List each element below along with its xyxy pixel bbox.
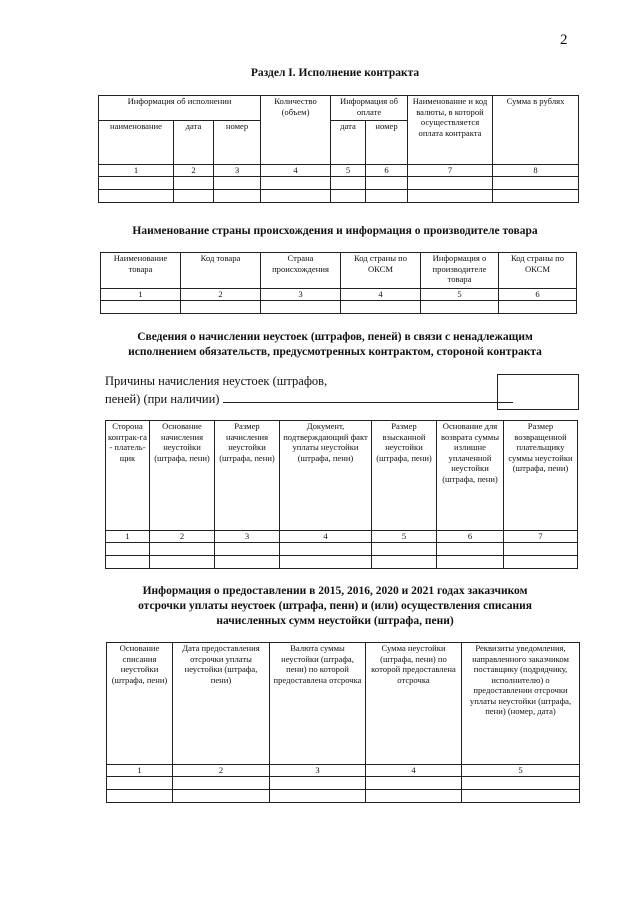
header-quantity: Количество (объем) (261, 96, 331, 165)
header-product-name: Наименование товара (101, 253, 181, 289)
col-number: 6 (437, 531, 504, 543)
header-date: дата (174, 121, 214, 165)
page-number: 2 (560, 32, 568, 48)
section3-heading-line1: Сведения о начислении неустоек (штрафов, пеней) в связи с ненадлежащим (137, 331, 533, 343)
col-number: 1 (106, 531, 150, 543)
penalty-reason-label-line1: Причины начисления неустоек (штрафов, (105, 374, 328, 388)
col-number: 1 (101, 289, 181, 301)
header-pay-date: дата (331, 121, 366, 165)
penalty-accrual-table (105, 420, 578, 569)
header-writeoff-basis: Основание списания неустойки (штрафа, пени) (107, 643, 173, 765)
table-row (106, 555, 578, 568)
section4-heading (70, 584, 600, 629)
col-number: 5 (421, 289, 499, 301)
col-number: 4 (280, 531, 372, 543)
col-number: 5 (331, 165, 366, 177)
header-oksm-code: Код страны по ОКСМ (499, 253, 577, 289)
penalty-reason-underline[interactable] (223, 390, 513, 403)
col-number: 1 (107, 765, 173, 777)
col-number: 2 (173, 765, 270, 777)
col-number: 3 (215, 531, 280, 543)
col-number: 3 (270, 765, 366, 777)
table-row (99, 189, 579, 202)
table-row (99, 176, 579, 189)
header-payment-info: Информация об оплате (331, 96, 408, 121)
col-number: 2 (181, 289, 261, 301)
col-number: 2 (150, 531, 215, 543)
header-exec-info: Информация об исполнении (99, 96, 261, 121)
penalty-deferral-table (106, 642, 580, 803)
col-number: 7 (408, 165, 493, 177)
header-collected-amount: Размер взысканной неустойки (штрафа, пени) (372, 421, 437, 531)
col-number: 7 (504, 531, 578, 543)
col-number: 6 (499, 289, 577, 301)
table-row (107, 789, 580, 802)
header-notification-details: Реквизиты уведомления, направленного заказчиком поставщику (подрядчику, исполнителю) о предоставлении отсрочки уплаты неустойки (штрафа, пени) (номер, дата) (462, 643, 580, 765)
header-accrual-amount: Размер начисления неустойки (штрафа, пени) (215, 421, 280, 531)
header-origin-country: Страна происхождения (261, 253, 341, 289)
col-number: 1 (99, 165, 174, 177)
section4-heading-line1: Информация о предоставлении в 2015, 2016, 2020 и 2021 годах заказчиком (142, 585, 528, 597)
col-number: 4 (261, 165, 331, 177)
header-deferral-sum: Сумма неустойки (штрафа, пени) по которой предоставлена отсрочка (366, 643, 462, 765)
col-number: 4 (341, 289, 421, 301)
header-refunded-amount: Размер возвращенной плательщику суммы неустойки (штрафа, пени) (504, 421, 578, 531)
header-payment-document: Документ, подтверждающий факт уплаты неустойки (штрафа, пени) (280, 421, 372, 531)
section4-heading-line3: начисленных сумм неустойки (штрафа, пени) (216, 615, 454, 627)
section3-heading-line2: исполнением обязательств, предусмотренных контрактом, стороной контракта (128, 346, 542, 358)
col-number: 4 (366, 765, 462, 777)
table-row (101, 300, 577, 313)
header-producer-info: Информация о производителе товара (421, 253, 499, 289)
col-number: 5 (462, 765, 580, 777)
section1-heading: Раздел I. Исполнение контракта (250, 67, 420, 79)
penalty-reason-field (105, 373, 513, 408)
section4-heading-line2: отсрочки уплаты неустоек (штрафа, пени) и (или) осуществления списания (138, 600, 532, 612)
penalty-reason-label-line2: пеней) (при наличии) (105, 392, 220, 406)
col-number: 5 (372, 531, 437, 543)
header-payer-party: Сторона контрак-га - платель-щик (106, 421, 150, 531)
header-deferral-currency: Валюта суммы неустойки (штрафа, пени) по которой предоставлена отсрочка (270, 643, 366, 765)
header-accrual-basis: Основание начисления неустойки (штрафа, пени) (150, 421, 215, 531)
section3-heading (80, 330, 590, 360)
header-refund-basis: Основание для возврата суммы излишне уплаченной неустойки (штрафа, пени) (437, 421, 504, 531)
header-number: номер (214, 121, 261, 165)
contract-execution-table (98, 95, 579, 203)
col-number: 6 (366, 165, 408, 177)
col-number: 8 (493, 165, 579, 177)
header-currency: Наименование и код валюты, в которой осуществляется оплата контракта (408, 96, 493, 165)
origin-producer-table (100, 252, 577, 314)
header-sum-rub: Сумма в рублях (493, 96, 579, 165)
header-name: наименование (99, 121, 174, 165)
penalty-reason-box[interactable] (497, 374, 579, 410)
header-deferral-date: Дата предоставления отсрочки уплаты неустойки (штрафа, пени) (173, 643, 270, 765)
header-pay-number: номер (366, 121, 408, 165)
header-product-code: Код товара (181, 253, 261, 289)
col-number: 2 (174, 165, 214, 177)
header-oksm-code: Код страны по ОКСМ (341, 253, 421, 289)
table-row (106, 542, 578, 555)
table-row (107, 776, 580, 789)
col-number: 3 (214, 165, 261, 177)
section2-heading: Наименование страны происхождения и информация о производителе товара (132, 225, 538, 237)
col-number: 3 (261, 289, 341, 301)
